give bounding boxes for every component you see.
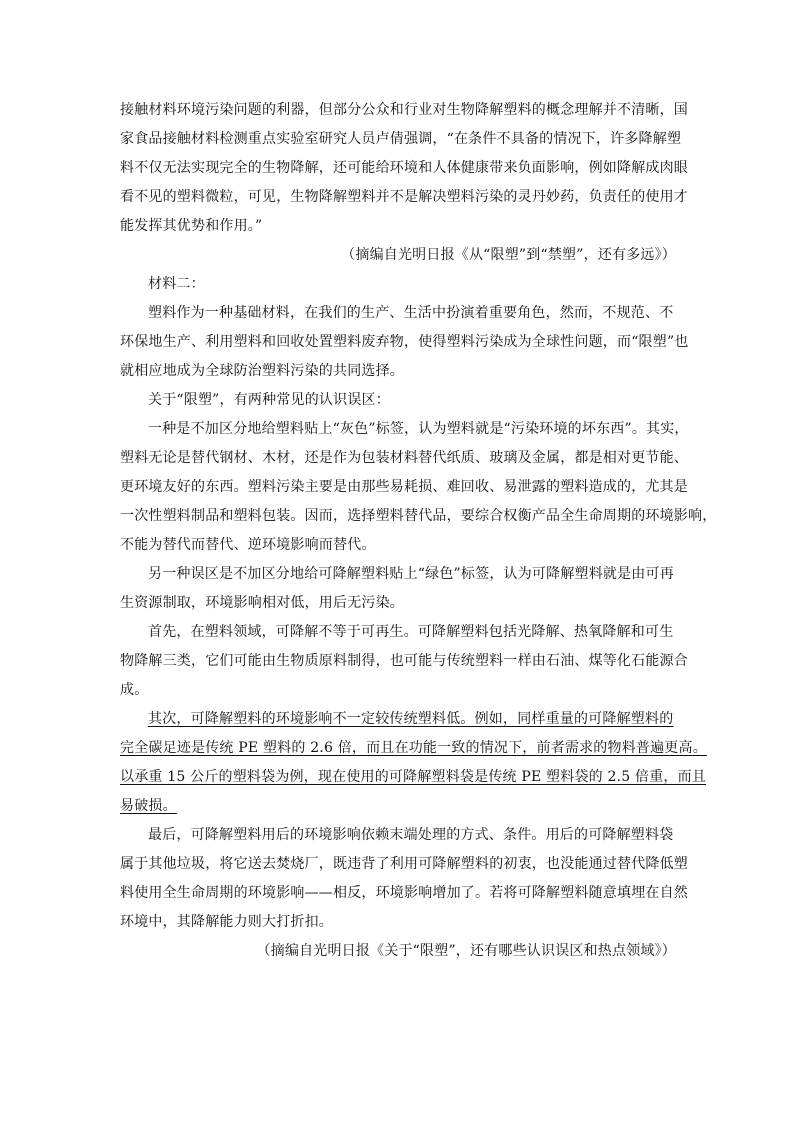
text-line: 环境中，其降解能力则大打折扣。 bbox=[120, 914, 333, 930]
material2-heading: 材料二： bbox=[148, 276, 205, 292]
underlined-text: 以承重 15 公斤的塑料袋为例，现在使用的可降解塑料袋是传统 PE 塑料袋的 2.5 倍重，而且 bbox=[120, 769, 707, 785]
text-line: 另一种误区是不加区分地给可降解塑料贴上“绿色”标签，认为可降解塑料就是由可再 bbox=[148, 566, 674, 582]
text-line: 料使用全生命周期的环境影响——相反，环境影响增加了。若将可降解塑料随意填埋在自然 bbox=[120, 885, 688, 901]
material2-paragraph-5 bbox=[120, 618, 694, 705]
material2-paragraph-4 bbox=[120, 560, 694, 618]
material2-paragraph-1 bbox=[120, 299, 694, 386]
text-line: 物降解三类，它们可能由生物质原料制得，也可能与传统塑料一样由石油、煤等化石能源合 bbox=[120, 653, 688, 669]
text-line: 最后，可降解塑料用后的环境影响依赖末端处理的方式、条件。用后的可降解塑料袋 bbox=[148, 827, 674, 843]
text-line: 关于“限塑”，有两种常见的认识误区： bbox=[148, 392, 390, 408]
text-line: 生资源制取，环境影响相对低，用后无污染。 bbox=[120, 595, 404, 611]
text-line: 一次性塑料制品和塑料包装。因而，选择塑料替代品，要综合权衡产品全生命周期的环境影响， bbox=[120, 508, 717, 524]
material2-paragraph-7 bbox=[120, 821, 694, 937]
material2-paragraph-3 bbox=[120, 415, 717, 560]
underlined-text: 完全碳足迹是传统 PE 塑料的 2.6 倍，而且在功能一致的情况下，前者需求的物料普遍更高。 bbox=[120, 740, 707, 756]
text-line: 一种是不加区分地给塑料贴上“灰色”标签，认为塑料就是“污染环境的坏东西”。其实， bbox=[148, 421, 689, 437]
text-line: 家食品接触材料检测重点实验室研究人员卢倩强调，“在条件不具备的情况下，许多降解塑 bbox=[120, 131, 682, 147]
text-line bbox=[120, 705, 694, 734]
document-body bbox=[120, 96, 717, 966]
text-line: 属于其他垃圾，将它送去焚烧厂，既违背了利用可降解塑料的初衷，也没能通过替代降低塑 bbox=[120, 856, 688, 872]
text-line: 首先，在塑料领域，可降解不等于可再生。可降解塑料包括光降解、热氧降解和可生 bbox=[148, 624, 674, 640]
text-line: 更环境友好的东西。塑料污染主要是由那些易耗损、难回收、易泄露的塑料造成的，尤其是 bbox=[120, 479, 688, 495]
text-line: 料不仅无法实现完全的生物降解，还可能给环境和人体健康带来负面影响，例如降解成肉眼 bbox=[120, 160, 688, 176]
text-line bbox=[120, 734, 707, 763]
text-line: 接触材料环境污染问题的利器，但部分公众和行业对生物降解塑料的概念理解并不清晰，国 bbox=[120, 102, 688, 118]
material2-paragraph-2 bbox=[120, 386, 694, 415]
material2-source: （摘编自光明日报《关于“限塑”，还有哪些认识误区和热点领域》） bbox=[256, 943, 676, 959]
text-line: 不能为替代而替代、逆环境影响而替代。 bbox=[120, 537, 376, 553]
text-line bbox=[120, 792, 694, 821]
text-line: 就相应地成为全球防治塑料污染的共同选择。 bbox=[120, 363, 404, 379]
underlined-text: 其次，可降解塑料的环境影响不一定较传统塑料低。例如，同样重量的可降解塑料的 bbox=[148, 711, 674, 727]
underlined-text: 易破损。 bbox=[120, 798, 177, 814]
material1-tail-paragraph bbox=[120, 96, 694, 241]
text-line: 环保地生产、利用塑料和回收处置塑料废弃物，使得塑料污染成为全球性问题，而“限塑”也 bbox=[120, 334, 689, 350]
material1-source: （摘编自光明日报《从“限塑”到“禁塑”，还有多远》） bbox=[341, 247, 676, 263]
text-line: 塑料作为一种基础材料，在我们的生产、生活中扮演着重要角色，然而，不规范、不 bbox=[148, 305, 674, 321]
text-line: 能发挥其优势和作用。” bbox=[120, 218, 263, 234]
material2-paragraph-6-underlined bbox=[120, 705, 707, 821]
text-line: 看不见的塑料微粒，可见，生物降解塑料并不是解决塑料污染的灵丹妙药，负责任的使用才 bbox=[120, 189, 688, 205]
text-line: 成。 bbox=[120, 682, 149, 698]
text-line bbox=[120, 763, 707, 792]
text-line: 塑料无论是替代钢材、木材，还是作为包装材料替代纸质、玻璃及金属，都是相对更节能、 bbox=[120, 450, 688, 466]
